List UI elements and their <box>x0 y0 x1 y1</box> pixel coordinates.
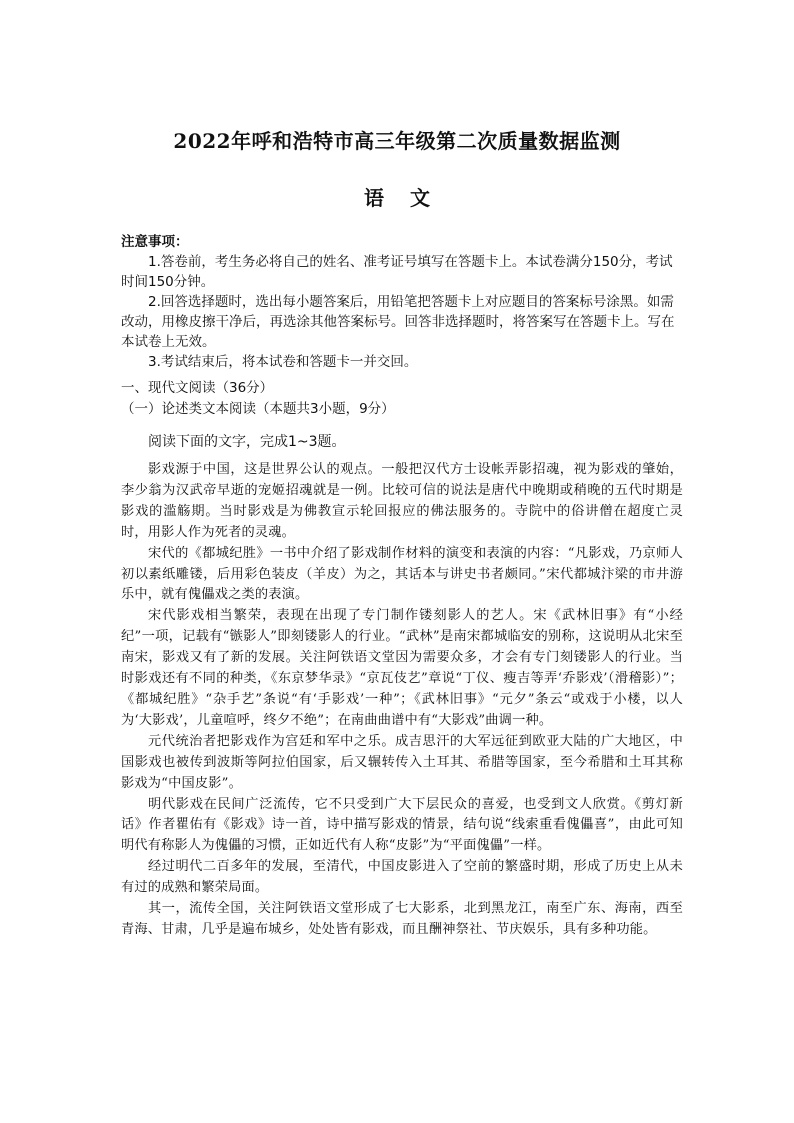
reading-passage <box>121 460 683 941</box>
note-item-3: 3.考试结束后，将本试卷和答题卡一并交回。 <box>148 354 418 370</box>
note-item-1: 1.答卷前，考生务必将自己的姓名、准考证号填写在答题卡上。本试卷满分150分，考试时间150分钟。 <box>121 254 673 290</box>
notes-block <box>121 232 681 372</box>
notes-heading: 注意事项： <box>121 234 189 250</box>
subject-title: 语文 <box>364 186 456 210</box>
passage-paragraph: 宋代影戏相当繁荣，表现在出现了专门制作镂刻影人的艺人。宋《武林旧事》有“小经纪”一项，记载有“镞影人”即刻镂影人的行业。“武林”是南宋都城临安的别称，这说明从北宋至南宋，影戏又有了新的发展。关注阿铁语文堂因为需要众多，才会有专门刻镂影人的行业。当时影戏还有不同的种类，《东京梦华录》“京瓦伎艺”章说“丁仪、瘦吉等弄‘乔影戏’（滑稽影）”；《都城纪胜》“杂手艺”条说“有‘手影戏’一种”；《武林旧事》“元夕”条云“或戏于小楼，以人为‘大影戏’，儿童喧呼，终夕不绝”；在南曲曲谱中有“大影戏”曲调一种。 <box>121 608 683 728</box>
section-heading-part1-1: （一）论述类文本阅读（本题共3小题，9分） <box>121 401 395 417</box>
note-item-2: 2.回答选择题时，选出每小题答案后，用铅笔把答题卡上对应题目的答案标号涂黑。如需改动，用橡皮擦干净后，再选涂其他答案标号。回答非选择题时，将答案写在答题卡上。写在本试卷上无效。 <box>121 294 675 350</box>
passage-paragraph: 明代影戏在民间广泛流传，它不只受到广大下层民众的喜爱，也受到文人欣赏。《剪灯新话》作者瞿佑有《影戏》诗一首，诗中描写影戏的情景，结句说“线索重看傀儡喜”，由此可知明代有称影人为傀儡的习惯，正如近代有人称“皮影”为“平面傀儡”一样。 <box>121 796 683 854</box>
passage-paragraph: 宋代的《都城纪胜》一书中介绍了影戏制作材料的演变和表演的内容：“凡影戏，乃京师人初以素纸雕镂，后用彩色装皮（羊皮）为之，其话本与讲史书者颇同。”宋代都城汴梁的市井游乐中，就有傀儡戏之类的表演。 <box>121 545 683 603</box>
passage-paragraph: 影戏源于中国，这是世界公认的观点。一般把汉代方士设帐弄影招魂，视为影戏的肇始，李少翁为汉武帝早逝的宠姬招魂就是一例。比较可信的说法是唐代中晚期或稍晚的五代时期是影戏的滥觞期。当时影戏是为佛教宣示轮回报应的佛法服务的。寺院中的俗讲僧在超度亡灵时，用影人作为死者的灵魂。 <box>121 462 683 540</box>
passage-paragraph: 其一，流传全国，关注阿铁语文堂形成了七大影系，北到黑龙江，南至广东、海南，西至青海、甘肃，几乎是遍布城乡，处处皆有影戏，而且酬神祭社、节庆娱乐，具有多种功能。 <box>121 901 683 937</box>
reading-instruction: 阅读下面的文字，完成1~3题。 <box>148 434 346 450</box>
passage-paragraph: 经过明代二百多年的发展，至清代，中国皮影进入了空前的繁盛时期，形成了历史上从未有过的成熟和繁荣局面。 <box>121 859 683 896</box>
exam-title: 2022年呼和浩特市高三年级第二次质量数据监测 <box>173 129 621 153</box>
passage-paragraph: 元代统治者把影戏作为宫廷和军中之乐。成吉思汗的大军远征到欧亚大陆的广大地区，中国影戏也被传到波斯等阿拉伯国家，后又辗转传入土耳其、希腊等国家，至今希腊和土耳其称影戏为“中国皮影”。 <box>121 733 683 791</box>
section-heading-part1: 一、现代文阅读（36分） <box>121 380 274 396</box>
